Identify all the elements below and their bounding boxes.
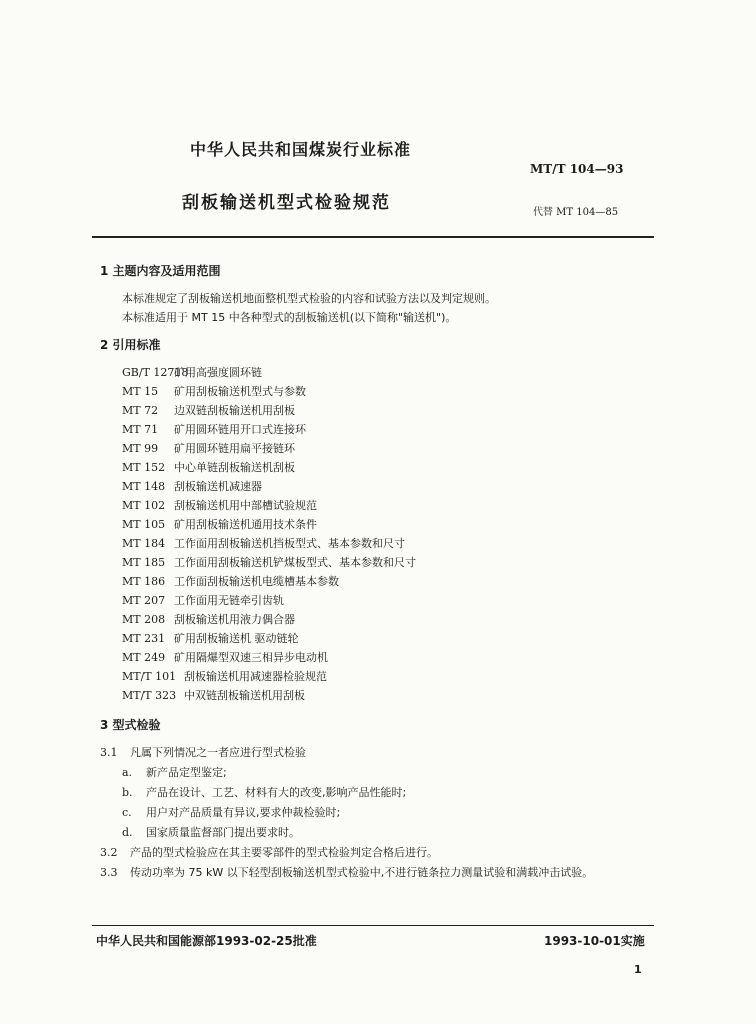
list-item-letter: d. [122,826,133,839]
list-item [122,764,227,780]
referenced-standard [122,440,295,456]
standard-name: 矿用圆环链用开口式连接环 [174,423,306,436]
standard-number: MT 148 [122,480,166,493]
list-item-text: 用户对产品质量有异议,要求仲裁检验时; [146,806,341,819]
clause-text: 凡属下列情况之一者应进行型式检验 [130,746,306,759]
replaces-standard: 代替 MT 104—85 [533,207,619,218]
clause-3-1 [100,744,306,760]
standard-name: 矿用刮板输送机型式与参数 [174,385,306,398]
standard-number: MT 152 [122,461,166,474]
list-item [122,804,340,820]
standard-name: 工作面用无链牵引齿轨 [174,594,284,607]
standard-name: 矿用刮板输送机 驱动链轮 [174,632,299,645]
list-item-text: 国家质量监督部门提出要求时。 [146,826,300,839]
standard-name: 工作面刮板输送机电缆槽基本参数 [174,575,339,588]
referenced-standard [122,478,262,494]
page-number: 1 [634,963,642,976]
clause-number: 3.2 [100,846,118,859]
standard-number: MT/T 323 [122,689,177,702]
referenced-standard [122,459,295,475]
list-item-text: 产品在设计、工艺、材料有大的改变,影响产品性能时; [146,786,407,799]
standard-name: 矿用隔爆型双速三相异步电动机 [174,651,328,664]
list-item-letter: a. [122,766,133,779]
footer-divider [92,925,654,926]
standard-name: 矿用高强度圆环链 [174,366,262,379]
standard-name: 刮板输送机用减速器检验规范 [184,670,327,683]
standard-number: MT/T 101 [122,670,177,683]
section-1-paragraph: 本标准规定了刮板输送机地面整机型式检验的内容和试验方法以及判定规则。 [122,292,496,305]
clause-3-3 [100,864,593,880]
standard-name: 刮板输送机减速器 [174,480,262,493]
clause-number: 3.1 [100,746,118,759]
section-3-heading: 3 型式检验 [100,718,161,732]
standard-number: MT 184 [122,537,166,550]
referenced-standard [122,402,295,418]
standard-name: 矿用刮板输送机通用技术条件 [174,518,317,531]
referenced-standard [122,516,317,532]
standard-name: 边双链刮板输送机用刮板 [174,404,295,417]
standard-number: MT 99 [122,442,159,455]
standard-number: MT 185 [122,556,166,569]
referenced-standard [122,649,328,665]
standard-name: 工作面用刮板输送机挡板型式、基本参数和尺寸 [174,537,405,550]
standard-name: 工作面用刮板输送机铲煤板型式、基本参数和尺寸 [174,556,416,569]
clause-3-2 [100,844,438,860]
referenced-standard [122,592,284,608]
standard-code: MT/T 104—93 [530,162,624,176]
referenced-standard [122,668,327,684]
section-2-heading: 2 引用标准 [100,338,161,352]
list-item [122,824,300,840]
standard-name: 矿用圆环链用扁平接链环 [174,442,295,455]
referenced-standard [122,687,305,703]
standard-number: MT 249 [122,651,166,664]
standard-number: MT 207 [122,594,166,607]
list-item-text: 新产品定型鉴定; [146,766,227,779]
referenced-standard [122,573,339,589]
standard-number: MT 71 [122,423,159,436]
standard-number: MT 102 [122,499,166,512]
standard-name: 中双链刮板输送机用刮板 [184,689,305,702]
clause-number: 3.3 [100,866,118,879]
approval-date: 中华人民共和国能源部1993-02-25批准 [96,934,317,948]
referenced-standard [122,383,306,399]
implementation-date: 1993-10-01实施 [544,934,645,948]
section-1-heading: 1 主题内容及适用范围 [100,264,221,278]
referenced-standard [122,535,405,551]
clause-text: 产品的型式检验应在其主要零部件的型式检验判定合格后进行。 [130,846,438,859]
standard-number: MT 15 [122,385,159,398]
referenced-standard [122,611,295,627]
standard-number: MT 186 [122,575,166,588]
standard-name: 刮板输送机用中部槽试验规范 [174,499,317,512]
header-divider [92,236,654,238]
standard-number: MT 208 [122,613,166,626]
list-item-letter: b. [122,786,133,799]
standard-name: 刮板输送机用液力偶合器 [174,613,295,626]
clause-text: 传动功率为 75 kW 以下轻型刮板输送机型式检验中,不进行链条拉力测量试验和满载冲击试验。 [130,866,594,879]
standard-number: MT 105 [122,518,166,531]
document-title: 刮板输送机型式检验规范 [182,193,391,213]
referenced-standard [122,554,416,570]
standard-number: MT 72 [122,404,159,417]
section-1-paragraph: 本标准适用于 MT 15 中各种型式的刮板输送机(以下简称"输送机")。 [122,311,457,324]
list-item-letter: c. [122,806,132,819]
issuing-organization: 中华人民共和国煤炭行业标准 [190,140,412,159]
referenced-standard [122,630,299,646]
list-item [122,784,406,800]
referenced-standard [122,497,317,513]
referenced-standard [122,421,306,437]
standard-number: GB/T 12718 [122,366,189,379]
referenced-standard [122,364,262,380]
standard-name: 中心单链刮板输送机刮板 [174,461,295,474]
standard-number: MT 231 [122,632,166,645]
